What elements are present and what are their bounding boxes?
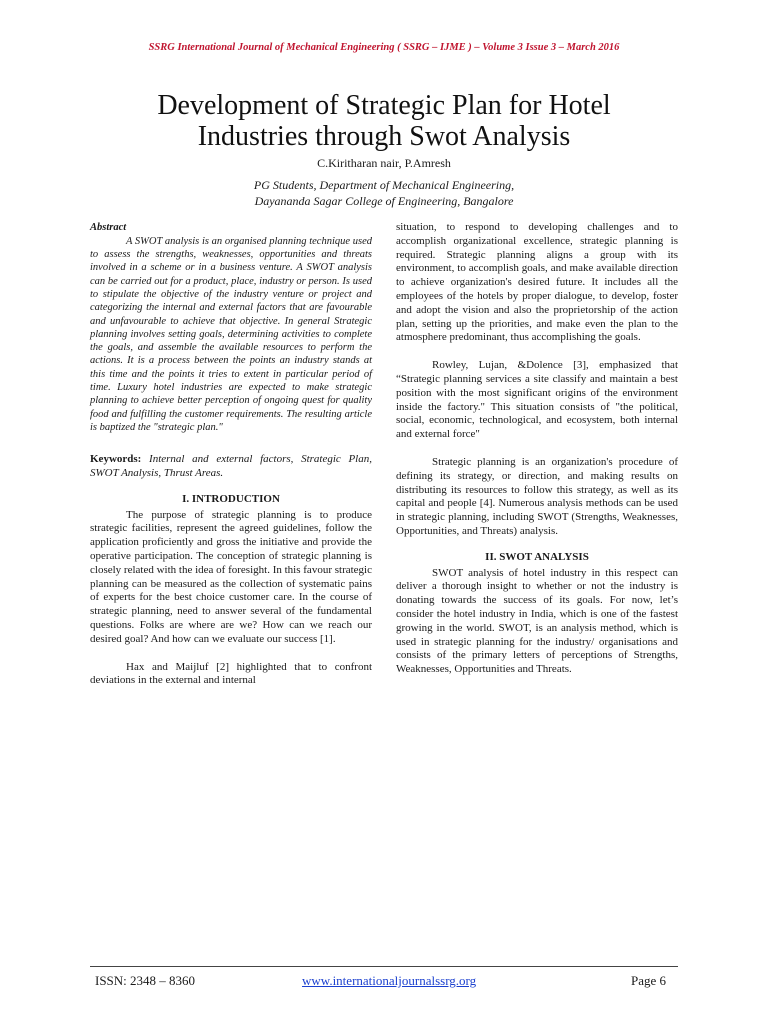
journal-url-link[interactable]: www.internationaljournalssrg.org [302,973,477,988]
paper-title [60,90,708,152]
page-number: Page 6 [630,973,666,988]
affiliation-line-2: Dayananda Sagar College of Engineering, Bangalore [254,193,514,208]
affiliation [0,178,768,209]
keywords-text: Internal and external factors, Strategic Plan, SWOT Analysis, Thrust Areas. [90,453,372,480]
authors: C.Kiritharan nair, P.Amresh [317,156,451,170]
title-line-2: Industries through Swot Analysis [197,121,571,152]
page-footer [90,966,678,991]
affiliation-line-1: PG Students, Department of Mechanical Engineering, [253,178,515,192]
section-heading-swot: II. SWOT ANALYSIS [485,550,589,563]
abstract-heading: Abstract [90,222,127,233]
keywords-label: Keywords [90,453,138,466]
keywords: Keywords: Internal and external factors, Strategic Plan, SWOT Analysis, Thrust Areas. [90,453,372,480]
intro-paragraph-2: Hax and Maijluf [2] highlighted that to confront deviations in the external and internal [90,660,372,687]
left-column [90,221,372,688]
journal-header: SSRG International Journal of Mechanical Engineering ( SSRG – IJME ) – Volume 3 Issue 3 – March 2016 [148,42,620,53]
swot-paragraph-1: SWOT analysis of hotel industry in this respect can deliver a thorough insight to whether or not the industry is donating towards the success of its goals. For now, let’s consider the hotel industry in India, which is one of the fastest growing in the world. SWOT, is an analysis method, which is used in strategic planning for the industry/ organisations and consists of the primary letters of perceptions of Strengths, Weaknesses, Opportunities and Threats. [396,566,678,676]
intro-paragraph-2-continued: situation, to respond to developing challenges and to accomplish organizational excellence, strategic planning is required. Strategic planning aligns a group with its environment, to accomplish goals, and make available direction to achieve organization's desired future. It includes all the employees of the hotels by proper dialogue, to develop, foster and adopt the vision and also the proprietorship of the action plan, setting up the priorities, and make even the plan to the atmosphere predominant, thus accomplishing the goals. [396,221,678,344]
intro-paragraph-4: Strategic planning is an organization's procedure of defining its strategy, or direction, and making results on distributing its resources to follow this strategy, as well as its capital and people [4]. Numerous analysis methods can be used in strategic planning, including SWOT (Strengths, Weaknesses, Opportunities, and Threats) analysis. [396,455,678,537]
abstract-body: A SWOT analysis is an organised planning technique used to assess the strengths, weaknesses, opportunities and threats involved in a scheme or in a business venture. A SWOT analysis can be carried out for a product, place, industry or person. Is used to stipulate the objective of the industry venture or project and categorizing the internal and external factors that are favourable and unfavourable to achieve that objective. In general Strategic planning involves setting goals, determining activities to complete the goals, and assemble the available resources to perform the actions. It is a process between the points an industry stands at this time and the points it tries to extent in particular period of time. Luxury hotel industries are expected to make strategic planning to achieve better perception of ongoing quest for quality food and fulfilling the customer requirements. The resulting article is baptized the "strategic plan." [90,235,372,433]
title-line-1: Development of Strategic Plan for Hotel [157,90,611,121]
right-column [396,221,678,677]
issn: ISSN: 2348 – 8360 [95,973,196,988]
intro-paragraph-1: The purpose of strategic planning is to produce strategic facilities, represent the agreed guidelines, follow the application proficiently and gross the initiative and provide the operative participation. The conception of strategic planning is closely related with the idea of foresight. In this favour strategic planning can be measured as the collection of systematic pains of experts for the best choice customer care. In the course of strategic planning, need to answer several of the fundamental questions. Folks are where are we? How can we reach our desired goal? And how can we evaluate our success [1]. [90,508,372,645]
section-heading-introduction: I. INTRODUCTION [182,492,280,505]
intro-paragraph-3: Rowley, Lujan, &Dolence [3], emphasized that “Strategic planning services a site classify and maintain a best position with the most significant origins of the environment inside the factory." This situation consists of "the political, social, economic, technological, and ecosystem, both internal and external force" [396,359,678,441]
